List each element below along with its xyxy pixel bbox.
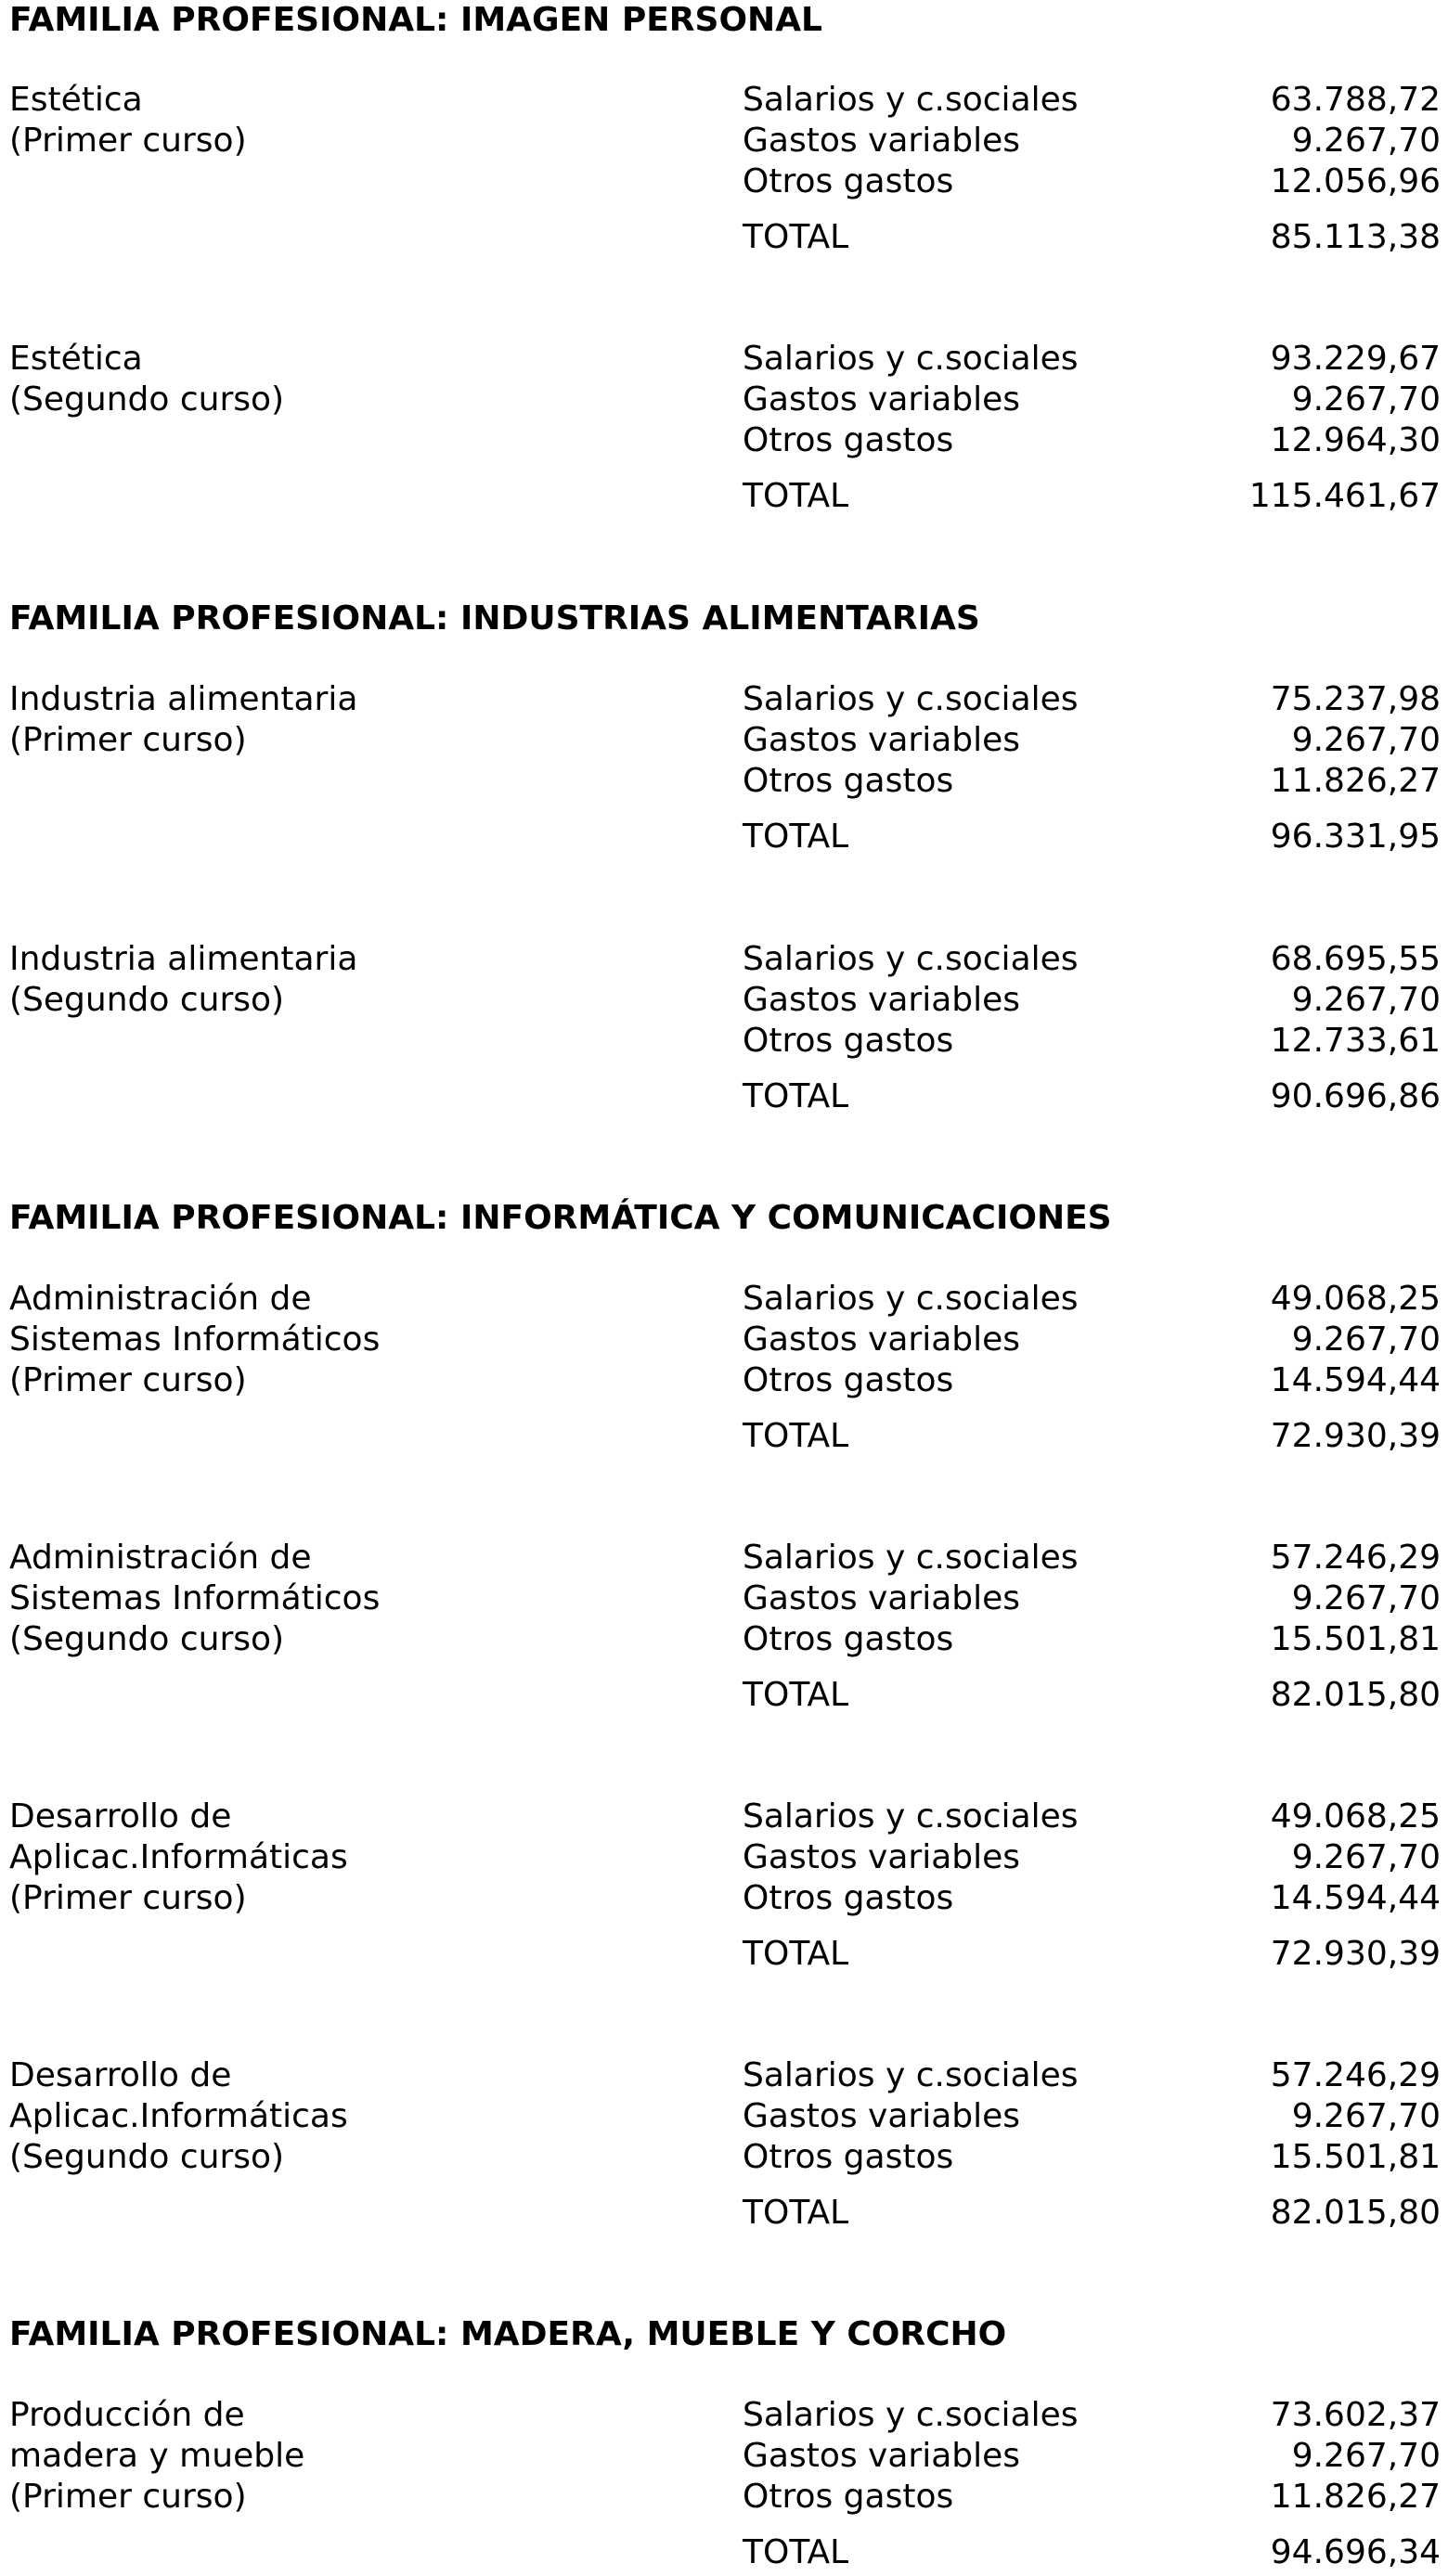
total-row: [743, 476, 1441, 517]
row-label: Gastos variables: [743, 2437, 1021, 2475]
row-amount: 12.056,96: [1270, 162, 1441, 200]
row-label: TOTAL: [743, 1676, 849, 1714]
row-amount: 9.267,70: [1291, 981, 1441, 1019]
row-amount: 14.594,44: [1270, 1361, 1441, 1399]
total-row: [743, 2193, 1441, 2234]
course-name-line: Industria alimentaria: [9, 680, 358, 718]
total-amount: 82.015,80: [1270, 2194, 1441, 2232]
course-name-line: (Primer curso): [9, 1879, 247, 1917]
row-label: TOTAL: [743, 1417, 849, 1455]
course-name-line: (Primer curso): [9, 2478, 247, 2516]
course-name: [9, 939, 357, 1021]
course-name-line: Sistemas Informáticos: [9, 1320, 381, 1359]
row-amount: 93.229,67: [1270, 340, 1441, 378]
salaries-row: [743, 939, 1441, 980]
row-label: Otros gastos: [743, 1022, 954, 1060]
total-amount: 82.015,80: [1270, 1676, 1441, 1714]
row-amount: 57.246,29: [1270, 2056, 1441, 2094]
row-amount: 49.068,25: [1270, 1280, 1441, 1318]
total-row: [743, 1416, 1441, 1457]
course-name: [9, 2055, 348, 2178]
course-name: [9, 339, 284, 420]
row-label: Otros gastos: [743, 2138, 954, 2176]
course-name: [9, 2395, 304, 2518]
salaries-row: [743, 1797, 1441, 1837]
other-costs-row: [743, 2137, 1441, 2178]
row-amount: 9.267,70: [1291, 1579, 1441, 1617]
total-amount: 85.113,38: [1270, 218, 1441, 256]
row-label: Salarios y c.sociales: [743, 2056, 1079, 2094]
row-amount: 57.246,29: [1270, 1539, 1441, 1577]
other-costs-row: [743, 420, 1441, 461]
course-name-line: Desarrollo de: [9, 2056, 232, 2094]
variable-costs-row: [743, 121, 1441, 161]
row-amount: 12.964,30: [1270, 421, 1441, 459]
family-heading-informatica-comunicaciones: FAMILIA PROFESIONAL: INFORMÁTICA Y COMUNICACIONES: [9, 1199, 1112, 1237]
salaries-row: [743, 1538, 1441, 1578]
cost-breakdown: [743, 80, 1441, 258]
family-heading-industrias-alimentarias: FAMILIA PROFESIONAL: INDUSTRIAS ALIMENTARIAS: [9, 599, 980, 638]
other-costs-row: [743, 761, 1441, 802]
other-costs-row: [743, 1619, 1441, 1660]
total-amount: 96.331,95: [1270, 818, 1441, 856]
row-amount: 9.267,70: [1291, 1838, 1441, 1876]
course-name-line: Aplicac.Informáticas: [9, 2097, 348, 2135]
row-label: TOTAL: [743, 1077, 849, 1115]
total-amount: 72.930,39: [1270, 1935, 1441, 1973]
row-amount: 63.788,72: [1270, 81, 1441, 119]
course-name-line: (Segundo curso): [9, 380, 285, 419]
course-name-line: (Segundo curso): [9, 2138, 285, 2176]
row-label: TOTAL: [743, 477, 849, 515]
row-amount: 49.068,25: [1270, 1797, 1441, 1835]
cost-breakdown: [743, 1538, 1441, 1716]
row-label: Gastos variables: [743, 1320, 1021, 1359]
row-label: Otros gastos: [743, 162, 954, 200]
row-amount: 9.267,70: [1291, 1320, 1441, 1359]
course-name-line: (Segundo curso): [9, 1620, 285, 1658]
cost-breakdown: [743, 1797, 1441, 1975]
row-label: Salarios y c.sociales: [743, 81, 1079, 119]
row-label: Otros gastos: [743, 762, 954, 800]
row-amount: 9.267,70: [1291, 380, 1441, 419]
row-amount: 75.237,98: [1270, 680, 1441, 718]
other-costs-row: [743, 2477, 1441, 2518]
row-label: Otros gastos: [743, 421, 954, 459]
variable-costs-row: [743, 1578, 1441, 1619]
row-label: TOTAL: [743, 2194, 849, 2232]
row-amount: 11.826,27: [1270, 762, 1441, 800]
row-label: Gastos variables: [743, 1838, 1021, 1876]
salaries-row: [743, 339, 1441, 380]
course-name: [9, 1538, 380, 1660]
row-amount: 11.826,27: [1270, 2478, 1441, 2516]
row-amount: 9.267,70: [1291, 2437, 1441, 2475]
other-costs-row: [743, 1878, 1441, 1919]
total-row: [743, 1675, 1441, 1716]
family-heading-madera-mueble-corcho: FAMILIA PROFESIONAL: MADERA, MUEBLE Y CORCHO: [9, 2315, 1007, 2353]
course-name-line: (Primer curso): [9, 721, 247, 759]
row-label: TOTAL: [743, 2533, 849, 2571]
cost-breakdown: [743, 679, 1441, 857]
row-label: TOTAL: [743, 218, 849, 256]
row-label: TOTAL: [743, 818, 849, 856]
variable-costs-row: [743, 1320, 1441, 1360]
course-name-line: (Primer curso): [9, 122, 247, 160]
variable-costs-row: [743, 2436, 1441, 2477]
family-heading-imagen-personal: FAMILIA PROFESIONAL: IMAGEN PERSONAL: [9, 1, 822, 39]
course-name-line: (Primer curso): [9, 1361, 247, 1399]
total-row: [743, 1076, 1441, 1117]
variable-costs-row: [743, 1837, 1441, 1878]
course-name: [9, 679, 357, 761]
cost-breakdown: [743, 339, 1441, 517]
salaries-row: [743, 2055, 1441, 2096]
row-amount: 68.695,55: [1270, 940, 1441, 978]
row-amount: 9.267,70: [1291, 122, 1441, 160]
total-amount: 94.696,34: [1270, 2533, 1441, 2571]
course-name: [9, 80, 247, 161]
course-name-line: Producción de: [9, 2396, 245, 2434]
cost-breakdown: [743, 1279, 1441, 1457]
variable-costs-row: [743, 980, 1441, 1021]
course-name: [9, 1797, 348, 1919]
cost-breakdown: [743, 2395, 1441, 2573]
cost-breakdown: [743, 2055, 1441, 2234]
course-name-line: Administración de: [9, 1539, 312, 1577]
other-costs-row: [743, 1021, 1441, 1062]
row-label: Gastos variables: [743, 721, 1021, 759]
row-label: Otros gastos: [743, 1620, 954, 1658]
row-label: Gastos variables: [743, 2097, 1021, 2135]
total-amount: 115.461,67: [1248, 477, 1441, 515]
row-label: Gastos variables: [743, 122, 1021, 160]
variable-costs-row: [743, 720, 1441, 761]
row-amount: 12.733,61: [1270, 1022, 1441, 1060]
row-label: Salarios y c.sociales: [743, 340, 1079, 378]
course-name-line: Estética: [9, 340, 143, 378]
course-name-line: (Segundo curso): [9, 981, 285, 1019]
row-label: Gastos variables: [743, 981, 1021, 1019]
row-amount: 15.501,81: [1270, 1620, 1441, 1658]
total-row: [743, 217, 1441, 258]
row-amount: 9.267,70: [1291, 721, 1441, 759]
cost-breakdown: [743, 939, 1441, 1117]
row-amount: 14.594,44: [1270, 1879, 1441, 1917]
variable-costs-row: [743, 2096, 1441, 2137]
row-label: Otros gastos: [743, 1361, 954, 1399]
other-costs-row: [743, 1360, 1441, 1401]
total-row: [743, 817, 1441, 857]
salaries-row: [743, 2395, 1441, 2436]
row-label: Salarios y c.sociales: [743, 1280, 1079, 1318]
row-amount: 73.602,37: [1270, 2396, 1441, 2434]
row-label: Otros gastos: [743, 2478, 954, 2516]
row-label: Salarios y c.sociales: [743, 2396, 1079, 2434]
salaries-row: [743, 1279, 1441, 1320]
course-name-line: Aplicac.Informáticas: [9, 1838, 348, 1876]
row-label: Gastos variables: [743, 380, 1021, 419]
total-amount: 72.930,39: [1270, 1417, 1441, 1455]
course-name-line: Estética: [9, 81, 143, 119]
course-name: [9, 1279, 380, 1401]
course-name-line: madera y mueble: [9, 2437, 305, 2475]
course-name-line: Administración de: [9, 1280, 312, 1318]
course-name-line: Sistemas Informáticos: [9, 1579, 381, 1617]
row-label: Salarios y c.sociales: [743, 680, 1079, 718]
row-label: Salarios y c.sociales: [743, 1539, 1079, 1577]
row-label: Salarios y c.sociales: [743, 940, 1079, 978]
total-amount: 90.696,86: [1270, 1077, 1441, 1115]
row-amount: 9.267,70: [1291, 2097, 1441, 2135]
total-row: [743, 1934, 1441, 1975]
total-row: [743, 2532, 1441, 2573]
course-name-line: Desarrollo de: [9, 1797, 232, 1835]
row-label: Otros gastos: [743, 1879, 954, 1917]
salaries-row: [743, 80, 1441, 121]
variable-costs-row: [743, 380, 1441, 420]
row-label: Gastos variables: [743, 1579, 1021, 1617]
row-label: TOTAL: [743, 1935, 849, 1973]
other-costs-row: [743, 161, 1441, 202]
row-amount: 15.501,81: [1270, 2138, 1441, 2176]
row-label: Salarios y c.sociales: [743, 1797, 1079, 1835]
course-name-line: Industria alimentaria: [9, 940, 358, 978]
salaries-row: [743, 679, 1441, 720]
